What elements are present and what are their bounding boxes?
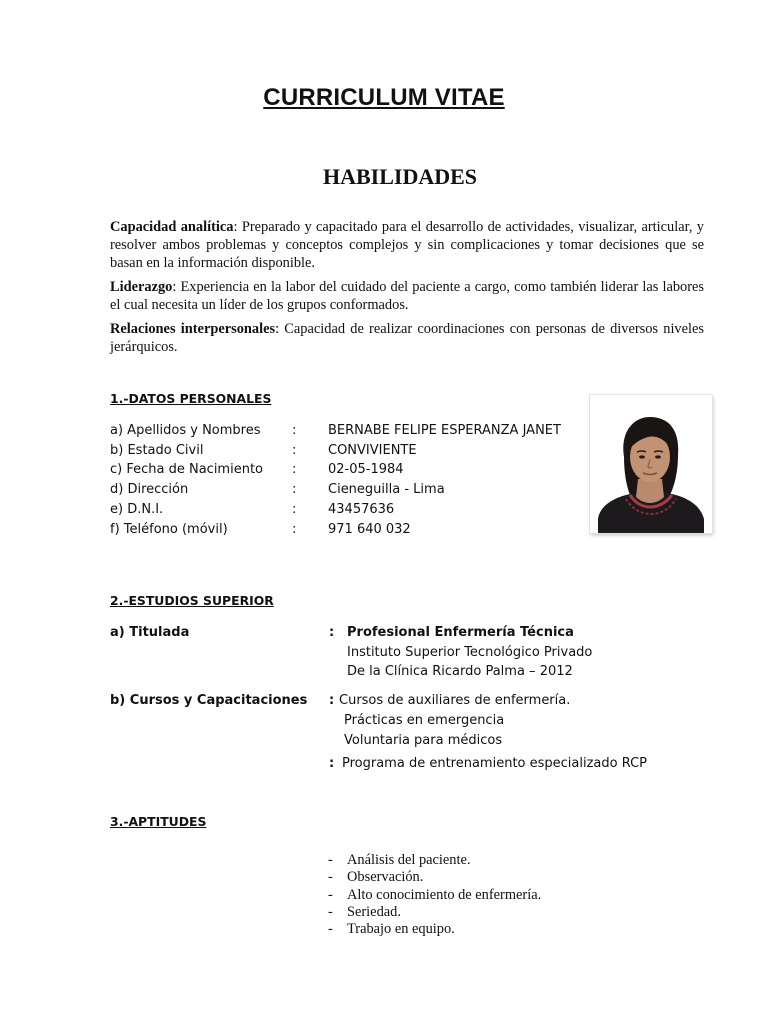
row-value: 971 640 032 — [328, 522, 411, 537]
list-item: - Seriedad. — [328, 903, 401, 920]
list-item: - Trabajo en equipo. — [328, 921, 455, 938]
row-value: 43457636 — [328, 502, 395, 517]
titled-clinic: De la Clínica Ricardo Palma – 2012 — [347, 664, 573, 679]
aptitudes-heading: 3.-APTITUDES — [110, 814, 207, 829]
person-portrait-icon — [590, 395, 712, 533]
row-label: a) Apellidos y Nombres — [110, 423, 261, 438]
skills-section — [110, 218, 704, 362]
row-separator: : — [292, 482, 297, 497]
course-item: Cursos de auxiliares de enfermería. — [339, 693, 571, 708]
row-label: e) D.N.I. — [110, 502, 164, 517]
row-value: 02-05-1984 — [328, 462, 404, 477]
courses-label: b) Cursos y Capacitaciones — [110, 693, 308, 708]
skills-title: HABILIDADES — [322, 164, 478, 189]
skill-paragraph-relations — [110, 320, 704, 356]
skill-paragraph-leadership — [110, 278, 704, 314]
titled-degree: Profesional Enfermería Técnica — [347, 625, 574, 640]
titled-institute: Instituto Superior Tecnológico Privado — [347, 645, 593, 660]
skill-text: : Preparado y capacitado para el desarrollo de actividades, visualizar, articular, y resolver ambos problemas y conceptos complejos y sin complicaciones y tomar decisiones que se basan en la información disponible. — [110, 219, 704, 271]
skill-paragraph-analytical — [110, 218, 704, 272]
row-separator: : — [292, 423, 297, 438]
row-label: d) Dirección — [110, 482, 189, 497]
courses-separator: : — [329, 756, 335, 771]
list-item: - Alto conocimiento de enfermería. — [328, 886, 542, 903]
personal-data-heading: 1.-DATOS PERSONALES — [110, 391, 272, 406]
titled-label: a) Titulada — [110, 625, 190, 640]
row-separator: : — [292, 502, 297, 517]
list-item: - Análisis del paciente. — [328, 852, 471, 868]
document-title: CURRICULUM VITAE — [263, 84, 505, 111]
skill-text: : Capacidad de realizar coordinaciones con personas de diversos niveles jerárquicos. — [110, 321, 705, 355]
course-item: Programa de entrenamiento especializado RCP — [342, 756, 648, 771]
skill-term: Capacidad analítica — [110, 219, 234, 235]
row-separator: : — [292, 443, 297, 458]
row-value: Cieneguilla - Lima — [328, 482, 445, 497]
aptitudes-list — [328, 852, 541, 938]
skill-term: Relaciones interpersonales — [110, 321, 276, 337]
skill-text: : Experiencia en la labor del cuidado del paciente a cargo, como también liderar las labores el cual necesita un líder de los grupos conformados. — [110, 279, 704, 313]
row-value: BERNABE FELIPE ESPERANZA JANET — [328, 423, 561, 438]
list-item: - Observación. — [328, 869, 424, 886]
courses-separator: : — [329, 693, 335, 708]
row-separator: : — [292, 462, 297, 477]
profile-photo — [590, 395, 712, 533]
skill-term: Liderazgo — [110, 279, 173, 295]
row-label: b) Estado Civil — [110, 443, 204, 458]
course-item: Voluntaria para médicos — [344, 733, 503, 748]
titled-separator: : — [329, 625, 335, 640]
row-separator: : — [292, 522, 297, 537]
row-label: f) Teléfono (móvil) — [110, 522, 228, 537]
studies-heading: 2.-ESTUDIOS SUPERIOR — [110, 593, 274, 608]
row-value: CONVIVIENTE — [328, 443, 417, 458]
row-label: c) Fecha de Nacimiento — [110, 462, 263, 477]
course-item: Prácticas en emergencia — [344, 713, 505, 728]
